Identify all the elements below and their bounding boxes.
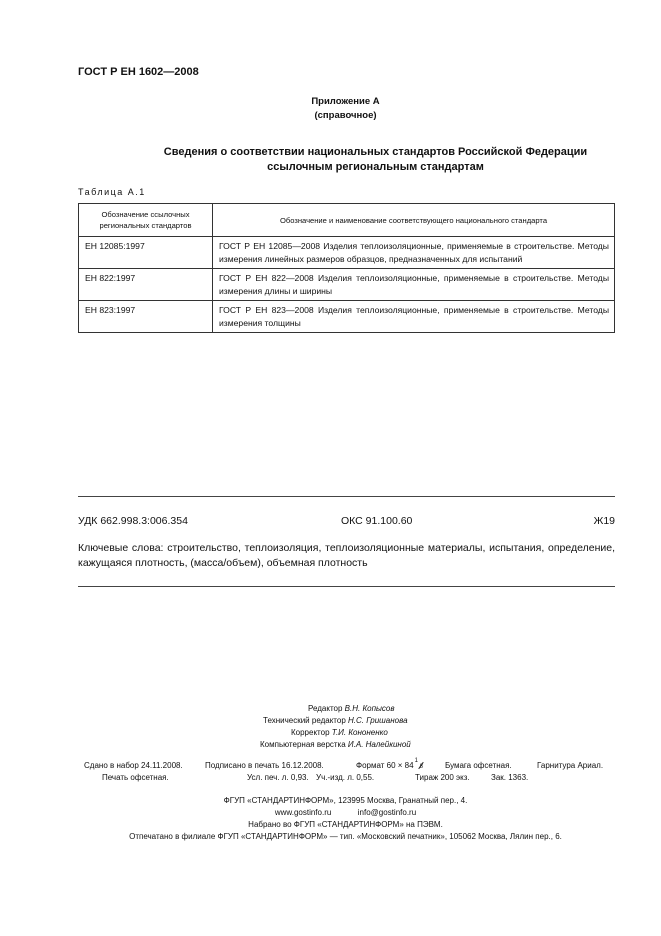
- credit-label: Корректор: [291, 728, 330, 737]
- credit-person: Н.С. Гришанова: [348, 716, 408, 725]
- table-row: [79, 301, 615, 333]
- table-row: [79, 237, 615, 269]
- keywords: Ключевые слова: строительство, теплоизоляция, теплоизоляционные материалы, испытания, определение, кажущаяся плотность, (масса/объем), объемная плотность: [78, 542, 615, 569]
- typeset-note: Набрано во ФГУП «СТАНДАРТИНФОРМ» на ПЭВМ.: [248, 820, 443, 829]
- header-national-standard: Обозначение и наименование соответствующего национального стандарта: [213, 204, 615, 237]
- section-title-line1: Сведения о соответствии национальных стандартов Российской Федерации: [163, 146, 588, 158]
- print-method: Печать офсетная.: [102, 773, 169, 782]
- table-header-row: [79, 204, 615, 237]
- credit-editor: [308, 703, 395, 715]
- credit-label: Редактор: [308, 704, 343, 713]
- credit-tech-editor: [263, 715, 408, 727]
- publisher-email[interactable]: info@gostinfo.ru: [357, 808, 417, 817]
- cell-regional-ref: ЕН 822:1997: [79, 269, 213, 301]
- divider-bottom: [78, 586, 615, 587]
- paper-format: [356, 758, 423, 770]
- divider-top: [78, 496, 615, 497]
- cell-national-standard: ГОСТ Р ЕН 12085—2008 Изделия теплоизоляционные, применяемые в строительстве. Методы измерения линейных размеров образцов, предназначенных для испытаний: [213, 237, 615, 269]
- annex-title: Приложение А: [311, 96, 380, 107]
- credit-person: И.А. Налейкиной: [347, 740, 411, 749]
- printed-sheets: Усл. печ. л. 0,93.: [247, 773, 309, 782]
- credit-person: В.Н. Копысов: [344, 704, 395, 713]
- standards-table: [78, 203, 615, 333]
- credit-label: Компьютерная верстка: [260, 740, 346, 749]
- typeface: Гарнитура Ариал.: [537, 761, 604, 770]
- oks-code: ОКС 91.100.60: [341, 515, 413, 527]
- fraction-glyph: 1 8: [414, 758, 423, 770]
- cell-regional-ref: ЕН 12085:1997: [79, 237, 213, 269]
- udk-code: УДК 662.998.3:006.354: [78, 515, 188, 527]
- cell-national-standard: ГОСТ Р ЕН 823—2008 Изделия теплоизоляционные, применяемые в строительстве. Методы измерения толщины: [213, 301, 615, 333]
- credit-label: Технический редактор: [263, 716, 346, 725]
- printed-note: Отпечатано в филиале ФГУП «СТАНДАРТИНФОРМ» — тип. «Московский печатник», 105062 Москва, Лялин пер., 6.: [129, 832, 562, 841]
- document-id: ГОСТ Р ЕН 1602—2008: [78, 66, 199, 78]
- paper-type: Бумага офсетная.: [445, 761, 512, 770]
- print-run: Тираж 200 экз.: [415, 773, 470, 782]
- publisher-website[interactable]: www.gostinfo.ru: [274, 808, 332, 817]
- order-number: Зак. 1363.: [491, 773, 529, 782]
- section-title-line2: ссылочным региональным стандартам: [267, 161, 484, 173]
- table-caption: Таблица А.1: [78, 187, 146, 197]
- credit-person: Т.И. Кононенко: [331, 728, 388, 737]
- publisher-address: ФГУП «СТАНДАРТИНФОРМ», 123995 Москва, Гранатный пер., 4.: [223, 796, 468, 805]
- publisher-contacts: [0, 808, 661, 817]
- table-row: [79, 269, 615, 301]
- publishing-sheets: Уч.-изд. л. 0,55.: [316, 773, 375, 782]
- format-text: Формат 60 × 84: [356, 761, 414, 770]
- annex-subtitle: (справочное): [314, 110, 377, 121]
- classifier-code: Ж19: [593, 515, 615, 527]
- cell-national-standard: ГОСТ Р ЕН 822—2008 Изделия теплоизоляционные, применяемые в строительстве. Методы измерения длины и ширины: [213, 269, 615, 301]
- credit-corrector: [291, 727, 388, 739]
- cell-regional-ref: ЕН 823:1997: [79, 301, 213, 333]
- credit-layout: [260, 739, 411, 751]
- submitted-date: Сдано в набор 24.11.2008.: [84, 761, 183, 770]
- header-regional-standard: Обозначение ссылочных региональных стандартов: [79, 204, 213, 237]
- signed-date: Подписано в печать 16.12.2008.: [205, 761, 324, 770]
